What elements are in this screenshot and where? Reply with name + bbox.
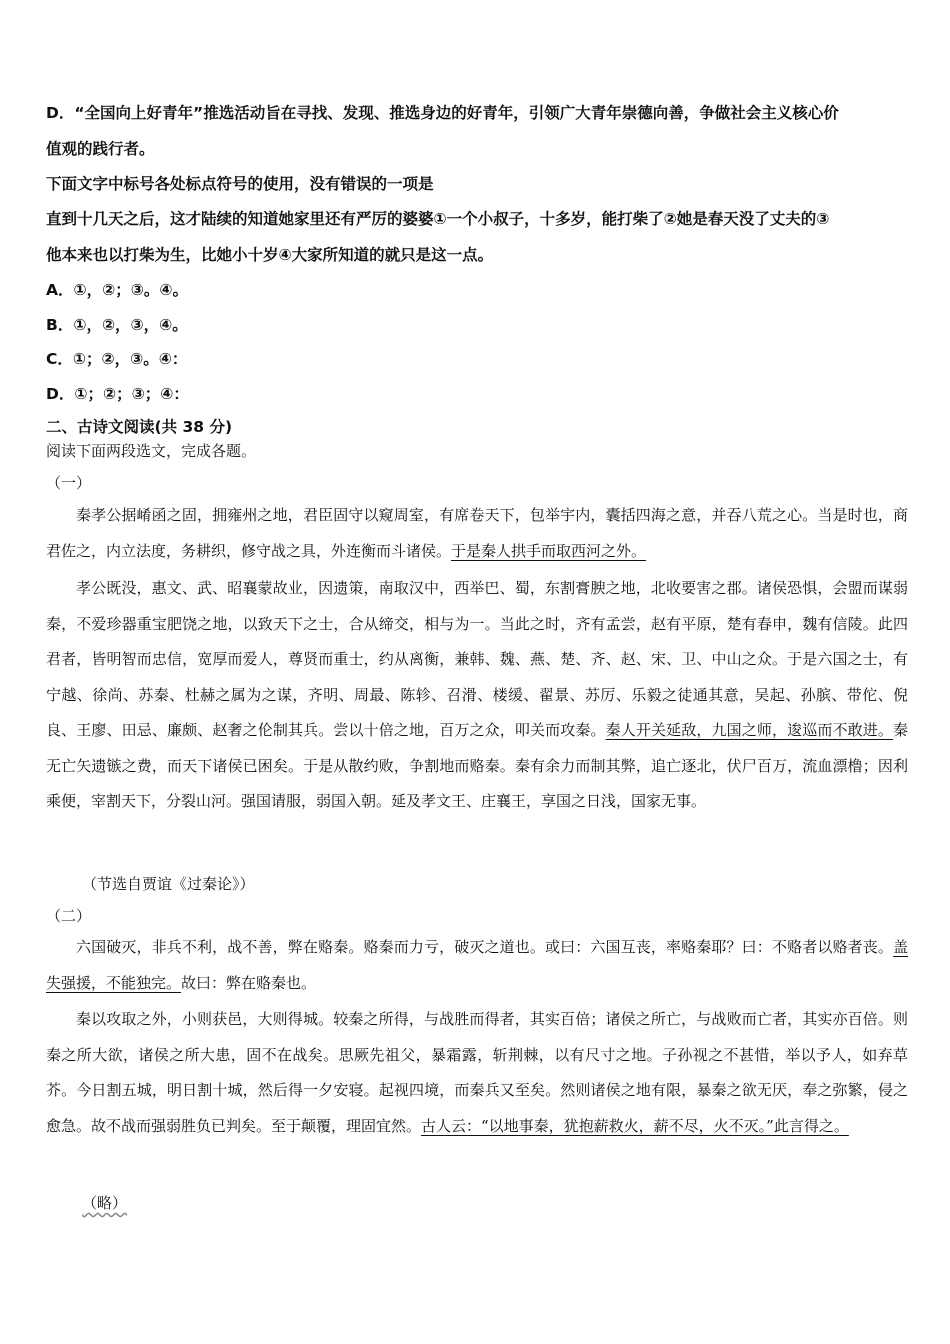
part1-label: （一） (46, 474, 92, 492)
part2-paragraph2 (46, 1002, 908, 1144)
part1-source: （节选自贾谊《过秦论》） (82, 875, 255, 893)
part1-p2-underlined: 秦人开关延敌，九国之师，逡巡而不敢进。 (605, 721, 893, 739)
question-passage-line1: 直到十几天之后，这才陆续的知道她家里还有严厉的婆婆①一个小叔子，十多岁，能打柴了②她是春天没了丈夫的③ (46, 210, 830, 228)
part2-p1-text-b: 故曰：弊在赂秦也。 (181, 973, 317, 992)
section-heading: 二、古诗文阅读(共 38 分) (46, 418, 233, 436)
part1-paragraph2 (46, 571, 908, 820)
part2-p1-underlined: 盖失强援，不能独完。 (46, 938, 908, 992)
option-d-line1: D．“全国向上好青年”推选活动旨在寻找、发现、推选身边的好青年，引领广大青年崇德向善，争做社会主义核心价 (46, 104, 839, 122)
question-passage-line2: 他本来也以打柴为生，比她小十岁④大家所知道的就只是这一点。 (46, 246, 494, 264)
part2-paragraph1 (46, 930, 908, 1001)
section-instruction: 阅读下面两段选文，完成各题。 (46, 442, 257, 460)
part1-p2-text-a: 孝公既没，惠文、武、昭襄蒙故业，因遗策，南取汉中，西举巴、蜀，东割膏腴之地，北收要害之郡。诸侯恐惧，会盟而谋弱秦，不爱珍器重宝肥饶之地，以致天下之士，合从缔交，相与为一。当此之时，齐有孟尝，赵有平原，楚有春申，魏有信陵。此四君者，皆明智而忠信，宽厚而爱人，尊贤而重士，约从离衡，兼韩、魏、燕、楚、齐、赵、宋、卫、中山之众。于是六国之士，有宁越、徐尚、苏秦、杜赫之属为之谋，齐明、周最、陈轸、召滑、楼缓、翟景、苏厉、乐毅之徒通其意，吴起、孙膑、带佗、倪良、王廖、田忌、廉颇、赵奢之伦制其兵。尝以十倍之地，百万之众，叩关而攻秦。 (46, 579, 908, 739)
part2-label: （二） (46, 907, 92, 925)
part1-p1-underlined: 于是秦人拱手而取西河之外。 (451, 541, 647, 560)
option-c: C．①；②，③。④： (46, 350, 188, 368)
part1-paragraph1 (46, 498, 908, 569)
question-stem: 下面文字中标号各处标点符号的使用，没有错误的一项是 (46, 175, 434, 193)
part2-p1-text-a: 六国破灭，非兵不利，战不善，弊在赂秦。赂秦而力亏，破灭之道也。或曰：六国互丧，率赂秦耶？曰：不赂者以赂者丧。 (76, 938, 893, 956)
option-d: D．①；②；③；④： (46, 385, 189, 403)
option-d-line2: 值观的践行者。 (46, 140, 155, 158)
omit-text: （略） (82, 1194, 128, 1212)
part1-p2-text-b: 秦无亡矢遗镞之费，而天下诸侯已困矣。于是从散约败，争割地而赂秦。秦有余力而制其弊，追亡逐北，伏尸百万，流血漂橹；因利乘便，宰割天下，分裂山河。强国请服，弱国入朝。延及孝文王、庄襄王，享国之日浅，国家无事。 (46, 721, 908, 810)
option-a: A．①，②；③。④。 (46, 281, 188, 299)
part1-p1-text: 秦孝公据崤函之固，拥雍州之地，君臣固守以窥周室，有席卷天下，包举宇内，囊括四海之意，并吞八荒之心。当是时也，商君佐之，内立法度，务耕织，修守战之具，外连衡而斗诸侯。 (46, 506, 908, 560)
part2-omit (82, 1192, 127, 1213)
part2-p2-underlined: 古人云：“以地事秦，犹抱薪救火，薪不尽，火不灭。”此言得之。 (421, 1116, 849, 1135)
option-b: B．①，②，③，④。 (46, 316, 188, 334)
part2-p2-text: 秦以攻取之外，小则获邑，大则得城。较秦之所得，与战胜而得者，其实百倍；诸侯之所亡，与战败而亡者，其实亦百倍。则秦之所大欲，诸侯之所大患，固不在战矣。思厥先祖父，暴霜露，斩荆棘，以有尺寸之地。子孙视之不甚惜，举以予人，如弃草芥。今日割五城，明日割十城，然后得一夕安寝。起视四境，而秦兵又至矣。然则诸侯之地有限，暴秦之欲无厌，奉之弥繁，侵之愈急。故不战而强弱胜负已判矣。至于颠覆，理固宜然。 (46, 1010, 908, 1135)
